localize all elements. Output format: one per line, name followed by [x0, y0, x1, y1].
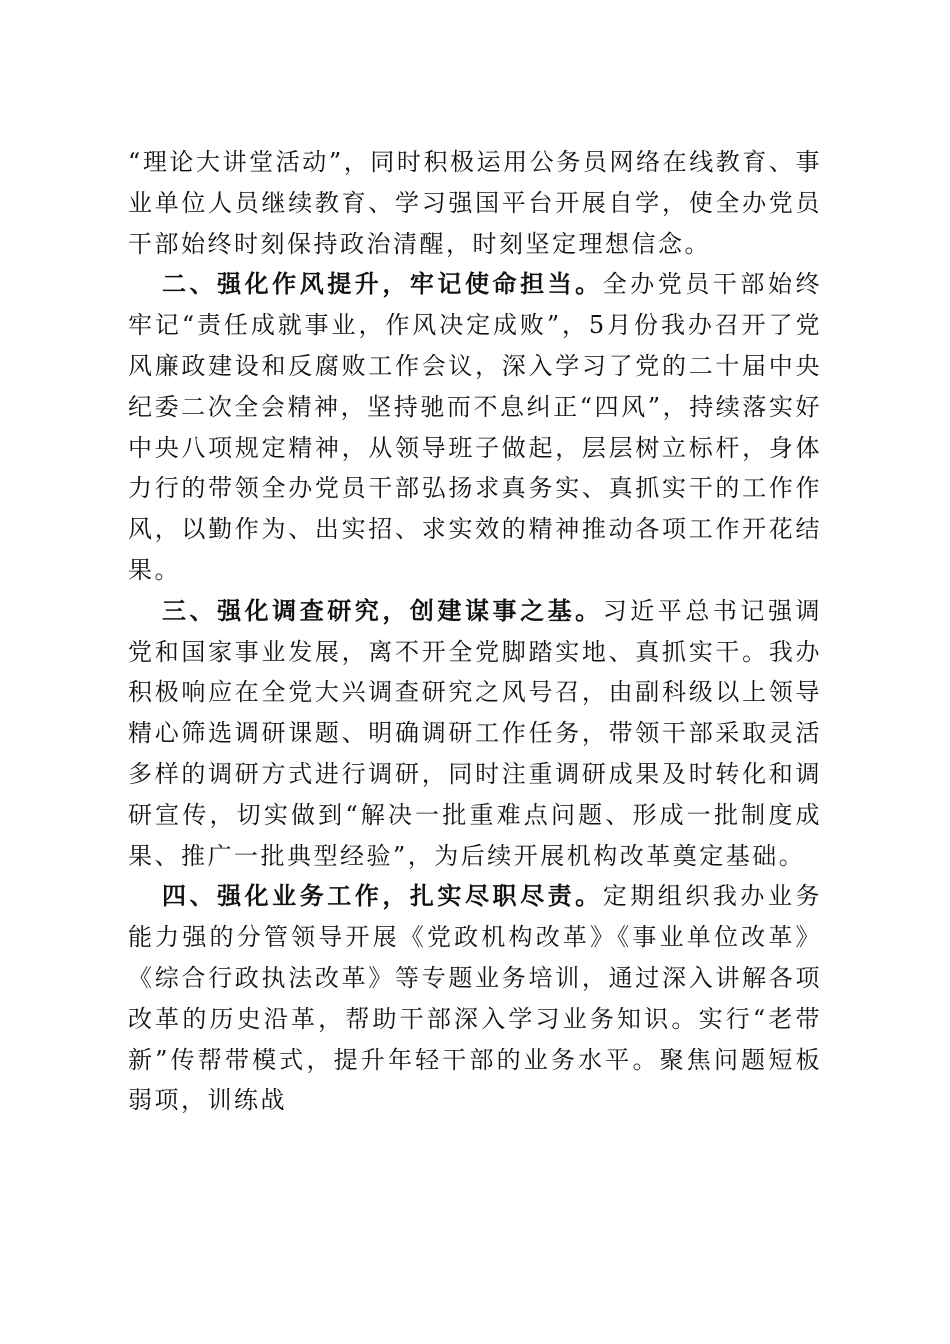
- section-heading: 三、强化调查研究，创建谋事之基。: [162, 596, 603, 625]
- paragraph-text: 习近平总书记强调党和国家事业发展，离不开全党脚踏实地、真抓实干。我办积极响应在全党大兴调查研究之风号召，由副科级以上领导精心筛选调研课题、明确调研工作任务，带领干部采取灵活多样的调研方式进行调研，同时注重调研成果及时转化和调研宣传，切实做到“解决一批重难点问题、形成一批制度成果、推广一批典型经验”，为后续开展机构改革奠定基础。: [128, 596, 823, 870]
- paragraph-section-2: [128, 264, 822, 590]
- paragraph-continuation: [128, 142, 822, 264]
- paragraph-section-4: [128, 876, 822, 1121]
- paragraph-text: “理论大讲堂活动”，同时积极运用公务员网络在线教育、事业单位人员继续教育、学习强国平台开展自学，使全办党员干部始终时刻保持政治清醒，时刻坚定理想信念。: [128, 148, 822, 258]
- paragraph-section-3: [128, 591, 822, 877]
- section-heading: 二、强化作风提升，牢记使命担当。: [162, 270, 603, 299]
- paragraph-text: 全办党员干部始终牢记“责任成就事业，作风决定成败”，5月份我办召开了党风廉政建设和反腐败工作会议，深入学习了党的二十届中央纪委二次全会精神，坚持驰而不息纠正“四风”，持续落实好中央八项规定精神，从领导班子做起，层层树立标杆，身体力行的带领全办党员干部弘扬求真务实、真抓实干的工作作风，以勤作为、出实招、求实效的精神推动各项工作开花结果。: [128, 270, 823, 584]
- document-body: [128, 142, 822, 1121]
- paragraph-text: 定期组织我办业务能力强的分管领导开展《党政机构改革》《事业单位改革》《综合行政执法改革》等专题业务培训，通过深入讲解各项改革的历史沿革，帮助干部深入学习业务知识。实行“老带新”传帮带模式，提升年轻干部的业务水平。聚焦问题短板弱项，训练战: [128, 882, 823, 1115]
- section-heading: 四、强化业务工作，扎实尽职尽责。: [162, 882, 603, 911]
